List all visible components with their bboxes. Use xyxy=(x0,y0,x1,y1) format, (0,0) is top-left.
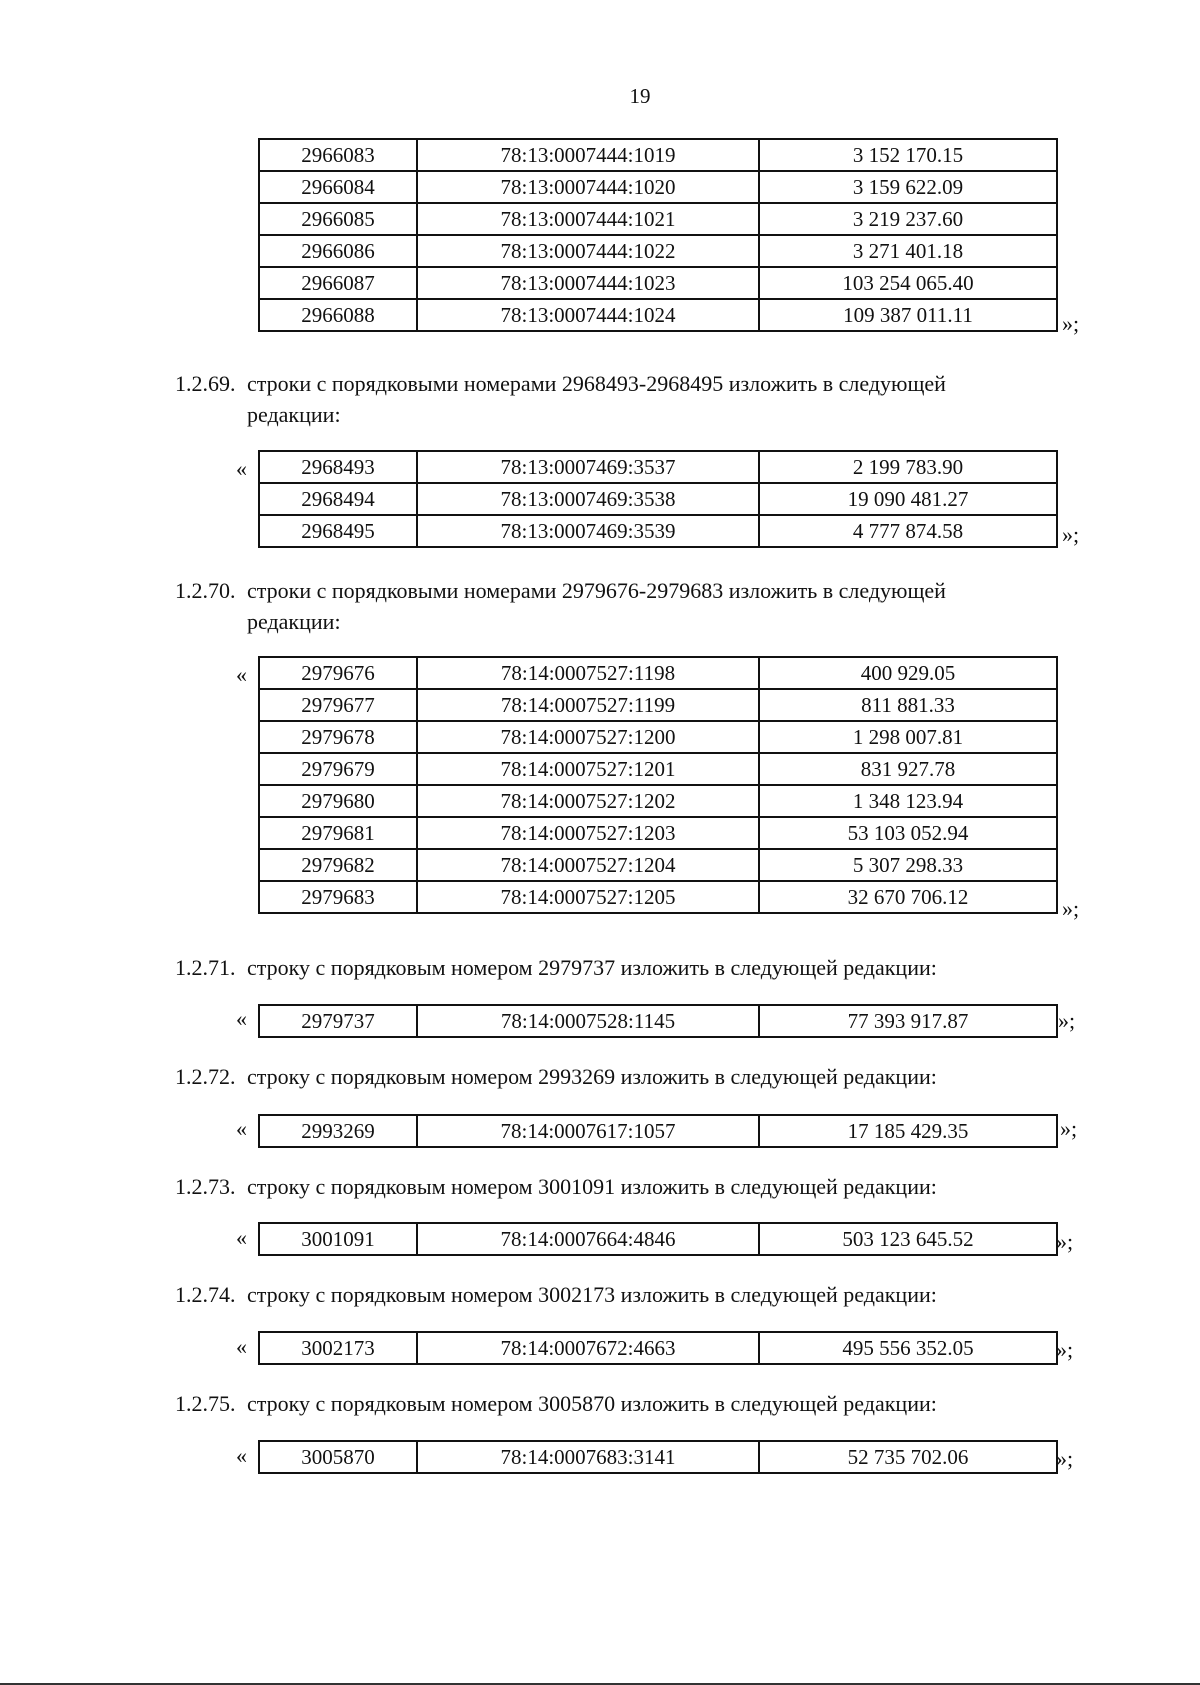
closing-quote: »; xyxy=(1056,1229,1074,1254)
opening-quote: « xyxy=(236,1225,247,1250)
row-number-cell: 2979677 xyxy=(259,689,417,721)
table-row xyxy=(259,657,1057,689)
opening-quote: « xyxy=(236,1334,247,1359)
cadastral-number-cell: 78:13:0007444:1021 xyxy=(417,203,759,235)
section-1-2-69-table xyxy=(258,450,1058,548)
table-row xyxy=(259,515,1057,547)
table-row xyxy=(259,451,1057,483)
table-row xyxy=(259,1005,1057,1037)
opening-quote: « xyxy=(236,1116,247,1141)
value-cell: 77 393 917.87 xyxy=(759,1005,1057,1037)
row-number-cell: 2979680 xyxy=(259,785,417,817)
section-text-line1: строки с порядковыми номерами 2968493-2968495 изложить в следующей xyxy=(247,371,946,396)
cadastral-number-cell: 78:14:0007672:4663 xyxy=(417,1332,759,1364)
table-row xyxy=(259,721,1057,753)
closing-quote: »; xyxy=(1062,311,1080,336)
cadastral-number-cell: 78:13:0007444:1024 xyxy=(417,299,759,331)
value-cell: 17 185 429.35 xyxy=(759,1115,1057,1147)
table-row xyxy=(259,817,1057,849)
section-text-line1: строку с порядковым номером 2993269 изложить в следующей редакции: xyxy=(247,1064,937,1089)
row-number-cell: 2979678 xyxy=(259,721,417,753)
cadastral-number-cell: 78:13:0007469:3537 xyxy=(417,451,759,483)
value-cell: 1 348 123.94 xyxy=(759,785,1057,817)
section-1-2-73-text xyxy=(175,1171,1125,1202)
row-number-cell: 2966087 xyxy=(259,267,417,299)
row-number-cell: 2979737 xyxy=(259,1005,417,1037)
section-text-line1: строку с порядковым номером 3001091 изложить в следующей редакции: xyxy=(247,1174,937,1199)
table-row xyxy=(259,139,1057,171)
value-cell: 2 199 783.90 xyxy=(759,451,1057,483)
cadastral-number-cell: 78:14:0007527:1198 xyxy=(417,657,759,689)
value-cell: 1 298 007.81 xyxy=(759,721,1057,753)
table-row xyxy=(259,171,1057,203)
table-row xyxy=(259,235,1057,267)
table-row xyxy=(259,881,1057,913)
row-number-cell: 2968494 xyxy=(259,483,417,515)
closing-quote: »; xyxy=(1060,1116,1078,1141)
table-row xyxy=(259,1115,1057,1147)
section-1-2-72-table xyxy=(258,1114,1058,1148)
value-cell: 53 103 052.94 xyxy=(759,817,1057,849)
closing-quote: »; xyxy=(1056,1337,1074,1362)
section-number: 1.2.74. xyxy=(175,1282,236,1307)
cadastral-number-cell: 78:13:0007469:3539 xyxy=(417,515,759,547)
section-1-2-74-text xyxy=(175,1279,1125,1310)
row-number-cell: 2993269 xyxy=(259,1115,417,1147)
row-number-cell: 2968493 xyxy=(259,451,417,483)
continued-table xyxy=(258,138,1058,332)
cadastral-number-cell: 78:13:0007444:1020 xyxy=(417,171,759,203)
section-1-2-75-text xyxy=(175,1388,1125,1419)
closing-quote: »; xyxy=(1062,522,1080,547)
cadastral-number-cell: 78:14:0007664:4846 xyxy=(417,1223,759,1255)
value-cell: 400 929.05 xyxy=(759,657,1057,689)
section-1-2-70-table xyxy=(258,656,1058,914)
value-cell: 109 387 011.11 xyxy=(759,299,1057,331)
cadastral-number-cell: 78:13:0007469:3538 xyxy=(417,483,759,515)
value-cell: 503 123 645.52 xyxy=(759,1223,1057,1255)
section-1-2-71-table xyxy=(258,1004,1058,1038)
section-text-line2: редакции: xyxy=(247,402,341,427)
row-number-cell: 2979679 xyxy=(259,753,417,785)
row-number-cell: 2966085 xyxy=(259,203,417,235)
value-cell: 3 219 237.60 xyxy=(759,203,1057,235)
opening-quote: « xyxy=(236,1006,247,1031)
section-text-line1: строку с порядковым номером 2979737 изложить в следующей редакции: xyxy=(247,955,937,980)
value-cell: 3 159 622.09 xyxy=(759,171,1057,203)
value-cell: 103 254 065.40 xyxy=(759,267,1057,299)
cadastral-number-cell: 78:14:0007527:1199 xyxy=(417,689,759,721)
section-number: 1.2.75. xyxy=(175,1391,236,1416)
cadastral-number-cell: 78:14:0007528:1145 xyxy=(417,1005,759,1037)
value-cell: 4 777 874.58 xyxy=(759,515,1057,547)
table-row xyxy=(259,1332,1057,1364)
section-1-2-70-text xyxy=(175,575,1125,637)
table-row xyxy=(259,849,1057,881)
section-1-2-72-text xyxy=(175,1061,1125,1092)
table-row xyxy=(259,689,1057,721)
row-number-cell: 3001091 xyxy=(259,1223,417,1255)
closing-quote: »; xyxy=(1058,1008,1076,1033)
closing-quote: »; xyxy=(1056,1446,1074,1471)
section-text-line1: строку с порядковым номером 3005870 изложить в следующей редакции: xyxy=(247,1391,937,1416)
row-number-cell: 2966083 xyxy=(259,139,417,171)
table-row xyxy=(259,299,1057,331)
table-row xyxy=(259,267,1057,299)
section-text-line2: редакции: xyxy=(247,609,341,634)
section-number: 1.2.69. xyxy=(175,371,236,396)
row-number-cell: 2966086 xyxy=(259,235,417,267)
section-text-line1: строки с порядковыми номерами 2979676-2979683 изложить в следующей xyxy=(247,578,946,603)
page-number: 19 xyxy=(629,84,651,108)
table-row xyxy=(259,753,1057,785)
table-row xyxy=(259,785,1057,817)
section-1-2-73-table xyxy=(258,1222,1058,1256)
table-row xyxy=(259,203,1057,235)
cadastral-number-cell: 78:14:0007683:3141 xyxy=(417,1441,759,1473)
value-cell: 3 271 401.18 xyxy=(759,235,1057,267)
value-cell: 32 670 706.12 xyxy=(759,881,1057,913)
section-number: 1.2.71. xyxy=(175,955,236,980)
opening-quote: « xyxy=(236,662,247,687)
table-row xyxy=(259,1223,1057,1255)
cadastral-number-cell: 78:14:0007527:1200 xyxy=(417,721,759,753)
cadastral-number-cell: 78:13:0007444:1022 xyxy=(417,235,759,267)
section-1-2-75-table xyxy=(258,1440,1058,1474)
row-number-cell: 2966088 xyxy=(259,299,417,331)
row-number-cell: 2979681 xyxy=(259,817,417,849)
row-number-cell: 2979683 xyxy=(259,881,417,913)
value-cell: 3 152 170.15 xyxy=(759,139,1057,171)
section-number: 1.2.70. xyxy=(175,578,236,603)
section-text-line1: строку с порядковым номером 3002173 изложить в следующей редакции: xyxy=(247,1282,937,1307)
row-number-cell: 2979682 xyxy=(259,849,417,881)
row-number-cell: 2968495 xyxy=(259,515,417,547)
row-number-cell: 2979676 xyxy=(259,657,417,689)
row-number-cell: 2966084 xyxy=(259,171,417,203)
table-row xyxy=(259,483,1057,515)
table-row xyxy=(259,1441,1057,1473)
value-cell: 495 556 352.05 xyxy=(759,1332,1057,1364)
row-number-cell: 3002173 xyxy=(259,1332,417,1364)
value-cell: 5 307 298.33 xyxy=(759,849,1057,881)
value-cell: 811 881.33 xyxy=(759,689,1057,721)
cadastral-number-cell: 78:13:0007444:1023 xyxy=(417,267,759,299)
section-number: 1.2.73. xyxy=(175,1174,236,1199)
opening-quote: « xyxy=(236,1443,247,1468)
section-1-2-74-table xyxy=(258,1331,1058,1365)
section-1-2-71-text xyxy=(175,952,1125,983)
section-number: 1.2.72. xyxy=(175,1064,236,1089)
cadastral-number-cell: 78:14:0007527:1203 xyxy=(417,817,759,849)
cadastral-number-cell: 78:14:0007617:1057 xyxy=(417,1115,759,1147)
cadastral-number-cell: 78:14:0007527:1202 xyxy=(417,785,759,817)
section-1-2-69-text xyxy=(175,368,1125,430)
closing-quote: »; xyxy=(1062,896,1080,921)
row-number-cell: 3005870 xyxy=(259,1441,417,1473)
opening-quote: « xyxy=(236,456,247,481)
cadastral-number-cell: 78:13:0007444:1019 xyxy=(417,139,759,171)
cadastral-number-cell: 78:14:0007527:1201 xyxy=(417,753,759,785)
cadastral-number-cell: 78:14:0007527:1205 xyxy=(417,881,759,913)
value-cell: 831 927.78 xyxy=(759,753,1057,785)
cadastral-number-cell: 78:14:0007527:1204 xyxy=(417,849,759,881)
value-cell: 19 090 481.27 xyxy=(759,483,1057,515)
value-cell: 52 735 702.06 xyxy=(759,1441,1057,1473)
